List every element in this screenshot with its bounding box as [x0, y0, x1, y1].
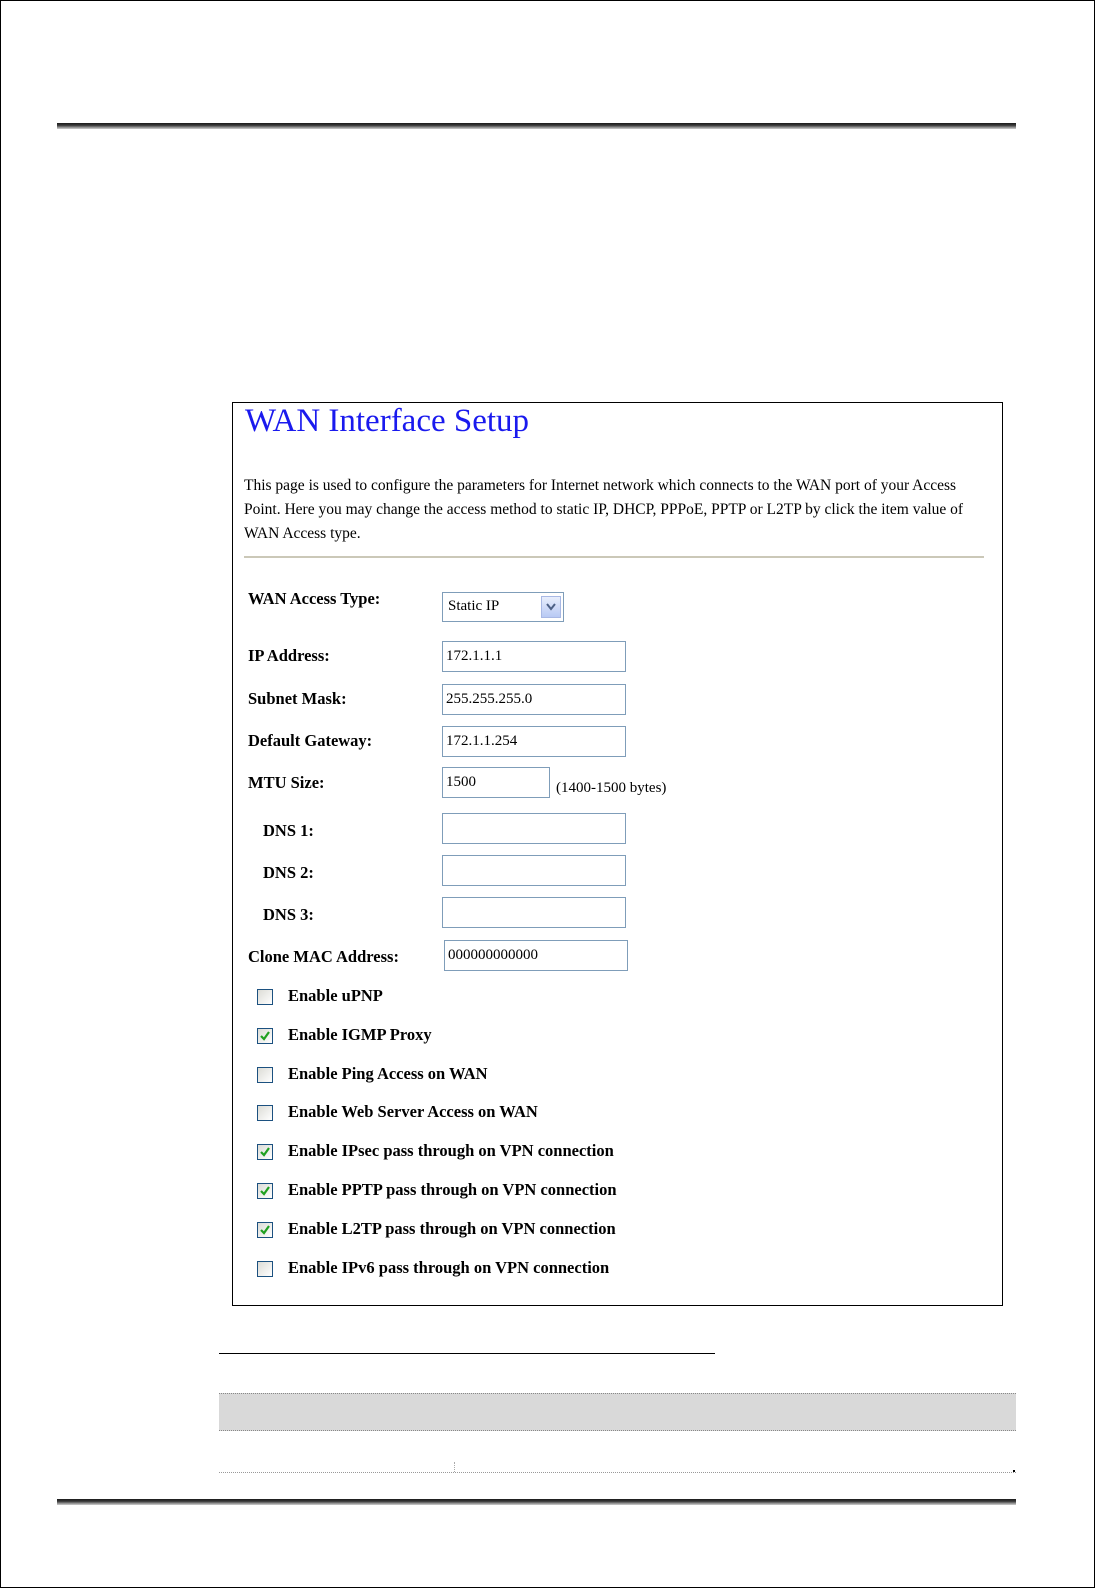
option-checkbox[interactable] [257, 1261, 273, 1277]
caption-underline [219, 1353, 715, 1354]
option-label: Enable Web Server Access on WAN [288, 1102, 538, 1121]
wan-access-type-value: Static IP [448, 598, 500, 614]
subnet-mask-label: Subnet Mask: [248, 689, 347, 708]
option-checkbox[interactable] [257, 1105, 273, 1121]
option-label: Enable IPv6 pass through on VPN connection [288, 1258, 610, 1277]
option-checkbox[interactable] [257, 1067, 273, 1083]
chevron-down-icon [546, 603, 556, 611]
ip-address-label: IP Address: [248, 646, 330, 665]
wan-access-type-select[interactable] [442, 592, 564, 622]
dns2-label: DNS 2: [263, 863, 314, 882]
dns1-label: DNS 1: [263, 821, 314, 840]
option-label: Enable PPTP pass through on VPN connection [288, 1180, 617, 1199]
option-checkbox[interactable] [257, 1144, 273, 1160]
table-header-row [219, 1393, 1016, 1431]
clone-mac-label: Clone MAC Address: [248, 947, 399, 966]
wan-setup-screenshot [232, 402, 1003, 1306]
check-icon [259, 1224, 271, 1236]
dns3-input[interactable] [442, 897, 626, 928]
mtu-size-hint: (1400-1500 bytes) [556, 780, 667, 796]
option-label: Enable IGMP Proxy [288, 1025, 432, 1044]
option-checkbox[interactable] [257, 1183, 273, 1199]
dropdown-button[interactable] [541, 596, 561, 618]
default-gateway-input[interactable]: 172.1.1.254 [442, 726, 626, 757]
option-label: Enable L2TP pass through on VPN connection [288, 1219, 616, 1238]
table-row-border [219, 1472, 1016, 1473]
wan-access-type-label: WAN Access Type: [248, 589, 381, 608]
check-icon [259, 1146, 271, 1158]
check-icon [259, 1185, 271, 1197]
check-icon [259, 1030, 271, 1042]
footer-rule [57, 1499, 1016, 1505]
option-label: Enable IPsec pass through on VPN connection [288, 1141, 614, 1160]
mtu-size-label: MTU Size: [248, 773, 325, 792]
option-label: Enable uPNP [288, 986, 383, 1005]
dns1-input[interactable] [442, 813, 626, 844]
option-checkbox[interactable] [257, 1028, 273, 1044]
table-column-divider [454, 1462, 456, 1472]
page-title: WAN Interface Setup [245, 403, 530, 439]
page-description: This page is used to configure the parameters for Internet network which connects to the WAN port of your Access Point. Here you may change the access method to static IP, DHCP, PPPoE, PPTP or L2TP by click the item value of WAN Access type. [244, 477, 964, 542]
default-gateway-label: Default Gateway: [248, 731, 373, 750]
separator [244, 556, 984, 558]
option-checkbox[interactable] [257, 1222, 273, 1238]
table-end-mark [1013, 1470, 1015, 1472]
dns2-input[interactable] [442, 855, 626, 886]
option-label: Enable Ping Access on WAN [288, 1064, 488, 1083]
clone-mac-input[interactable]: 000000000000 [444, 940, 628, 971]
header-rule [57, 123, 1016, 129]
mtu-size-input[interactable]: 1500 [442, 767, 550, 798]
dns3-label: DNS 3: [263, 905, 314, 924]
subnet-mask-input[interactable]: 255.255.255.0 [442, 684, 626, 715]
option-checkbox[interactable] [257, 989, 273, 1005]
ip-address-input[interactable]: 172.1.1.1 [442, 641, 626, 672]
